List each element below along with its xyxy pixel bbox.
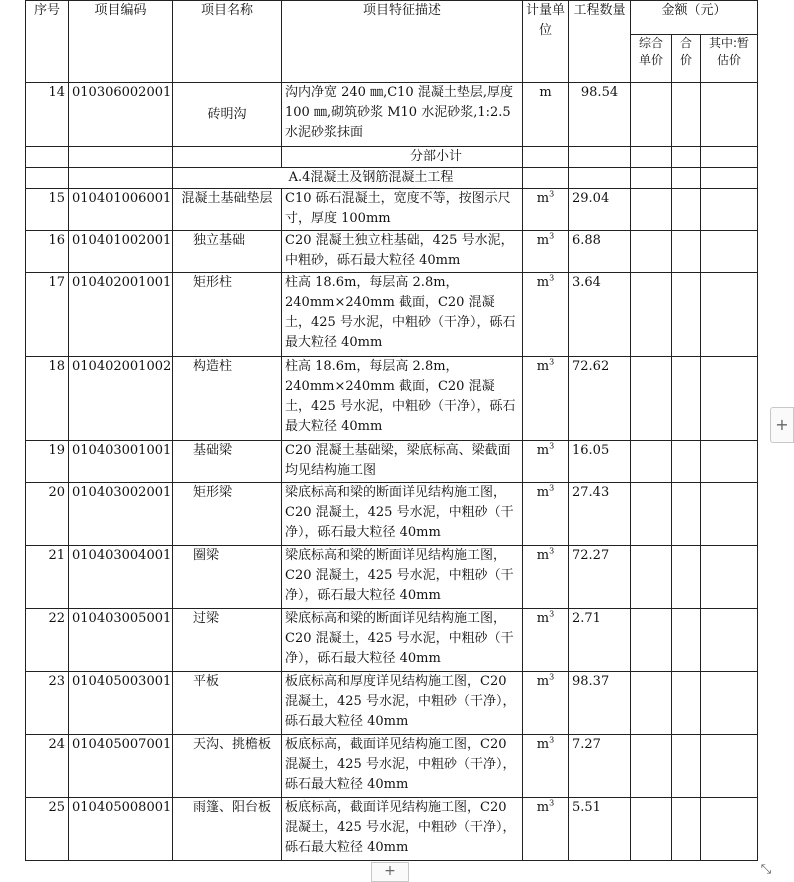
header-desc: 项目特征描述 xyxy=(282,1,523,83)
unit-base: m xyxy=(536,359,550,374)
row-name: 过梁 xyxy=(173,609,282,672)
row-desc: 板底标高和厚度详见结构施工图，C20 混凝土，425 号水泥，中粗砂（干净），砾石最大粒径 40mm xyxy=(282,672,523,735)
row-name: 矩形柱 xyxy=(173,273,282,357)
row-unit xyxy=(523,441,569,483)
row-seq: 19 xyxy=(26,441,69,483)
row-desc: 梁底标高和梁的断面详见结构施工图，C20 混凝土，425 号水泥，中粗砂（干净），砾石最大粒径 40mm xyxy=(282,483,523,546)
row-qty: 27.43 xyxy=(569,483,631,546)
header-total: 合价 xyxy=(672,35,701,83)
table-row xyxy=(26,189,758,231)
row-total xyxy=(672,231,701,273)
header-unit: 计量单位 xyxy=(523,1,569,83)
row-name: 混凝土基础垫层 xyxy=(173,189,282,231)
row-code: 010405007001 xyxy=(69,735,173,798)
header-amount: 金额（元） xyxy=(631,1,758,35)
row-total xyxy=(672,546,701,609)
table-row xyxy=(26,357,758,441)
row-seq: 24 xyxy=(26,735,69,798)
row-desc: C20 混凝土独立柱基础，425 号水泥，中粗砂，砾石最大粒径 40mm xyxy=(282,231,523,273)
unit-sup: 3 xyxy=(549,798,555,808)
row-seq: 16 xyxy=(26,231,69,273)
unit-base: m xyxy=(536,611,550,626)
row-qty: 98.37 xyxy=(569,672,631,735)
header-name: 项目名称 xyxy=(173,1,282,83)
row-provisional xyxy=(701,441,758,483)
add-column-button[interactable]: + xyxy=(770,407,794,443)
row-provisional xyxy=(701,189,758,231)
row-total xyxy=(672,441,701,483)
row-seq: 22 xyxy=(26,609,69,672)
subtotal-label: 分部小计 xyxy=(282,147,523,168)
unit-sup: 3 xyxy=(549,735,555,745)
row-desc: 沟内净宽 240 ㎜,C10 混凝土垫层,厚度 100 ㎜,砌筑砂浆 M10 水泥砂浆,1:2.5 水泥砂浆抹面 xyxy=(282,83,523,147)
row-name: 天沟、挑檐板 xyxy=(173,735,282,798)
row-unit-price xyxy=(631,441,672,483)
row-code: 010402001002 xyxy=(69,357,173,441)
row-code: 010306002001 xyxy=(69,83,173,147)
row-total xyxy=(672,735,701,798)
row-name: 砖明沟 xyxy=(173,83,282,147)
row-total xyxy=(672,798,701,861)
row-unit-price xyxy=(631,483,672,546)
unit-base: m xyxy=(536,443,550,458)
row-code: 010403004001 xyxy=(69,546,173,609)
row-qty: 5.51 xyxy=(569,798,631,861)
table-row xyxy=(26,672,758,735)
row-desc: C20 混凝土基础梁，梁底标高、梁截面均见结构施工图 xyxy=(282,441,523,483)
row-unit-price xyxy=(631,609,672,672)
row-seq: 21 xyxy=(26,546,69,609)
row-unit xyxy=(523,735,569,798)
row-seq: 15 xyxy=(26,189,69,231)
row-code: 010402001001 xyxy=(69,273,173,357)
unit-base: m xyxy=(536,191,550,206)
subtotal-row xyxy=(26,147,758,168)
row-unit-price xyxy=(631,798,672,861)
table-row xyxy=(26,798,758,861)
row-desc: 梁底标高和梁的断面详见结构施工图，C20 混凝土，425 号水泥，中粗砂（干净），砾石最大粒径 40mm xyxy=(282,546,523,609)
row-provisional xyxy=(701,798,758,861)
table-row xyxy=(26,441,758,483)
row-unit-price xyxy=(631,357,672,441)
row-qty: 6.88 xyxy=(569,231,631,273)
row-code: 010401006001 xyxy=(69,189,173,231)
row-provisional xyxy=(701,357,758,441)
table-row xyxy=(26,546,758,609)
row-seq: 17 xyxy=(26,273,69,357)
row-desc: 柱高 18.6m，每层高 2.8m，240mm×240mm 截面，C20 混凝土，425 号水泥，中粗砂（干净），砾石最大粒径 40mm xyxy=(282,273,523,357)
row-seq: 14 xyxy=(26,83,69,147)
unit-base: m xyxy=(536,233,550,248)
unit-base: m xyxy=(536,548,550,563)
unit-base: m xyxy=(536,800,550,815)
row-name: 平板 xyxy=(173,672,282,735)
row-seq: 25 xyxy=(26,798,69,861)
row-provisional xyxy=(701,546,758,609)
row-unit xyxy=(523,273,569,357)
section-title: A.4混凝土及钢筋混凝土工程 xyxy=(173,168,523,189)
row-desc: 板底标高，截面详见结构施工图，C20 混凝土，425 号水泥，中粗砂（干净），砾石最大粒径 40mm xyxy=(282,735,523,798)
unit-sup: 3 xyxy=(549,357,555,367)
row-total xyxy=(672,483,701,546)
bill-of-quantities-table xyxy=(25,0,758,861)
row-desc: C10 砾石混凝土，宽度不等，按图示尺寸，厚度 100mm xyxy=(282,189,523,231)
row-code: 010405003001 xyxy=(69,672,173,735)
unit-base: m xyxy=(536,737,550,752)
row-unit-price xyxy=(631,735,672,798)
header-seq: 序号 xyxy=(26,1,69,83)
unit-sup: 3 xyxy=(549,189,555,199)
row-desc: 柱高 18.6m，每层高 2.8m，240mm×240mm 截面，C20 混凝土，425 号水泥，中粗砂（干净），砾石最大粒径 40mm xyxy=(282,357,523,441)
row-provisional xyxy=(701,672,758,735)
row-unit: m xyxy=(523,83,569,147)
resize-icon[interactable]: ⤡ xyxy=(760,862,772,877)
row-unit xyxy=(523,357,569,441)
row-unit-price xyxy=(631,189,672,231)
header-provisional: 其中:暂估价 xyxy=(701,35,758,83)
table-row xyxy=(26,83,758,147)
section-row xyxy=(26,168,758,189)
row-unit xyxy=(523,483,569,546)
row-seq: 23 xyxy=(26,672,69,735)
unit-sup: 3 xyxy=(549,231,555,241)
row-total xyxy=(672,273,701,357)
row-total xyxy=(672,672,701,735)
table-row xyxy=(26,231,758,273)
table-row xyxy=(26,483,758,546)
unit-base: m xyxy=(536,275,550,290)
row-provisional xyxy=(701,483,758,546)
row-provisional xyxy=(701,609,758,672)
row-code: 010405008001 xyxy=(69,798,173,861)
row-provisional xyxy=(701,735,758,798)
row-code: 010403001001 xyxy=(69,441,173,483)
row-qty: 2.71 xyxy=(569,609,631,672)
row-unit xyxy=(523,189,569,231)
row-desc: 梁底标高和梁的断面详见结构施工图，C20 混凝土，425 号水泥，中粗砂（干净），砾石最大粒径 40mm xyxy=(282,609,523,672)
header-code: 项目编码 xyxy=(69,1,173,83)
unit-sup: 3 xyxy=(549,483,555,493)
row-total xyxy=(672,609,701,672)
row-qty: 72.62 xyxy=(569,357,631,441)
row-qty: 98.54 xyxy=(569,83,631,147)
unit-base: m xyxy=(536,674,550,689)
row-name: 构造柱 xyxy=(173,357,282,441)
row-provisional xyxy=(701,273,758,357)
row-qty: 16.05 xyxy=(569,441,631,483)
unit-sup: 3 xyxy=(549,441,555,451)
table-row xyxy=(26,735,758,798)
row-name: 圈梁 xyxy=(173,546,282,609)
row-qty: 29.04 xyxy=(569,189,631,231)
row-unit xyxy=(523,231,569,273)
table-row xyxy=(26,273,758,357)
row-unit-price xyxy=(631,231,672,273)
row-seq: 20 xyxy=(26,483,69,546)
row-unit-price xyxy=(631,672,672,735)
row-name: 雨篷、阳台板 xyxy=(173,798,282,861)
unit-base: m xyxy=(536,485,550,500)
add-row-button[interactable]: + xyxy=(371,862,409,882)
row-seq: 18 xyxy=(26,357,69,441)
table-row xyxy=(26,609,758,672)
header-unit-price: 综合单价 xyxy=(631,35,672,83)
unit-sup: 3 xyxy=(549,609,555,619)
row-name: 独立基础 xyxy=(173,231,282,273)
row-unit-price xyxy=(631,546,672,609)
row-unit-price xyxy=(631,273,672,357)
row-provisional xyxy=(701,231,758,273)
row-total xyxy=(672,189,701,231)
row-code: 010401002001 xyxy=(69,231,173,273)
row-unit xyxy=(523,672,569,735)
header-qty: 工程数量 xyxy=(569,1,631,83)
unit-sup: 3 xyxy=(549,273,555,283)
row-code: 010403005001 xyxy=(69,609,173,672)
row-unit xyxy=(523,546,569,609)
unit-sup: 3 xyxy=(549,672,555,682)
row-unit xyxy=(523,798,569,861)
row-unit xyxy=(523,609,569,672)
row-qty: 7.27 xyxy=(569,735,631,798)
unit-sup: 3 xyxy=(549,546,555,556)
row-qty: 3.64 xyxy=(569,273,631,357)
row-desc: 板底标高，截面详见结构施工图，C20 混凝土，425 号水泥，中粗砂（干净），砾石最大粒径 40mm xyxy=(282,798,523,861)
row-name: 矩形梁 xyxy=(173,483,282,546)
row-qty: 72.27 xyxy=(569,546,631,609)
row-total xyxy=(672,357,701,441)
row-code: 010403002001 xyxy=(69,483,173,546)
row-name: 基础梁 xyxy=(173,441,282,483)
